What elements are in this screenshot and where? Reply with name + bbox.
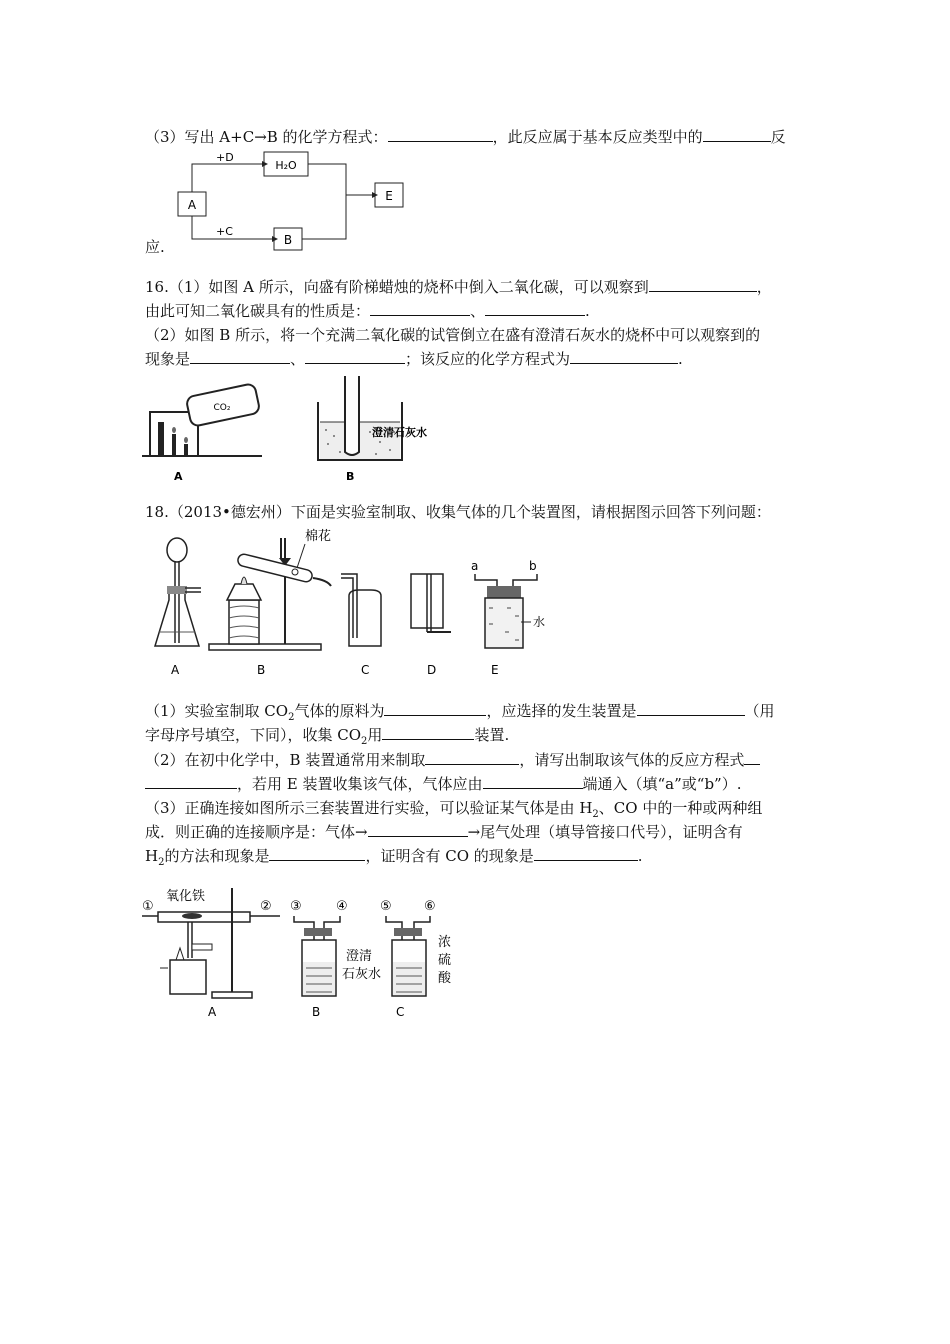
answer-blank[interactable] (425, 750, 519, 765)
label-b-port: b (529, 559, 537, 573)
answer-blank[interactable] (384, 701, 486, 716)
box-a-label: A (187, 198, 197, 212)
label-c: C (361, 663, 370, 677)
q16-line-4 (145, 349, 683, 369)
subscript: 2 (592, 809, 599, 820)
answer-blank[interactable] (145, 774, 237, 789)
q18-text: ，若用 E 装置收集该气体，气体应由 (237, 775, 483, 793)
q18-text: 、CO 中的一种或两种组 (598, 799, 763, 817)
q18-text: ，应选择的发生装置是 (486, 702, 637, 720)
q18-text: （用 (744, 702, 775, 720)
q18-text: 字母序号填空，下同），收集 CO (145, 726, 362, 744)
label-d: D (427, 663, 437, 677)
port-6: ⑥ (424, 899, 436, 914)
label-3c: C (396, 1005, 405, 1019)
answer-blank[interactable] (190, 349, 290, 364)
q16-text: 由此可知二氧化碳具有的性质是： (145, 302, 371, 320)
q16-figures (140, 372, 500, 488)
port-5: ⑤ (380, 899, 392, 914)
lime-water-label: 澄清石灰水 (372, 426, 427, 439)
q18-p2-line-1 (145, 750, 760, 770)
q15-3-text-2: ，此反应属于基本反应类型中的 (492, 128, 703, 146)
q16-text: ， (756, 278, 772, 296)
answer-blank[interactable] (703, 127, 771, 142)
q16-line-1 (145, 277, 772, 297)
q18-text: 成．则正确的连接顺序是：气体→ (145, 823, 368, 841)
apparatus-3a (142, 888, 280, 1019)
answer-blank[interactable] (483, 774, 583, 789)
q16-text: （2）如图 B 所示，将一个充满二氧化碳的试管倒立在盛有澄清石灰水的烧杯中可以观察到的 (145, 326, 761, 344)
q15-3-text-1: （3）写出 A+C→B 的化学方程式： (145, 128, 388, 146)
label-plus-c: +C (216, 225, 233, 238)
q16-text: 、 (470, 302, 486, 320)
lime-water-label-2: 石灰水 (342, 967, 382, 982)
figure-a-candles (142, 383, 262, 483)
q16-text: 、 (290, 350, 306, 368)
label-b: B (257, 663, 266, 677)
answer-blank[interactable] (269, 846, 365, 861)
port-4: ④ (336, 899, 348, 914)
q18-text: （3）正确连接如图所示三套装置进行实验，可以验证某气体是由 H (145, 799, 593, 817)
q18-p3-line-2 (145, 822, 743, 842)
lime-water-label-1: 澄清 (346, 949, 373, 964)
apparatus-b (209, 528, 331, 677)
q18-text: （1）实验室制取 CO (145, 702, 289, 720)
q15-3-text-4: 应. (145, 238, 165, 256)
apparatus-a (155, 538, 201, 677)
q18-text: →尾气处理（填导管接口代号），证明含有 (467, 823, 743, 841)
answer-blank[interactable] (637, 701, 745, 716)
acid-label-1: 浓 (438, 935, 452, 950)
q16-text: . (585, 302, 590, 320)
q18-text: 端通入（填“a”或“b”）. (582, 775, 742, 793)
q18-p3-line-1 (145, 798, 762, 825)
label-3a: A (208, 1005, 217, 1019)
apparatus-d (411, 574, 451, 677)
q18-text: H (145, 847, 159, 865)
acid-label-2: 硫 (438, 953, 452, 968)
q18-text: . (637, 847, 643, 865)
q18-header (145, 502, 771, 522)
q18-text: （2）在初中化学中，B 装置通常用来制取 (145, 751, 426, 769)
q16-text: 16.（1）如图 A 所示，向盛有阶梯蜡烛的烧杯中倒入二氧化碳，可以观察到 (145, 278, 649, 296)
iron-oxide-label: 氧化铁 (166, 889, 206, 904)
q16-line-3 (145, 325, 760, 345)
water-label: 水 (533, 615, 546, 629)
q18-text: 气体的原料为 (294, 702, 385, 720)
q16-text: ；该反应的化学方程式为 (405, 350, 571, 368)
label-a: A (171, 663, 180, 677)
label-plus-d: +D (216, 151, 234, 164)
q18-apparatus-figure (145, 528, 565, 683)
label-e: E (491, 663, 499, 677)
q18-text: 的方法和现象是 (164, 847, 270, 865)
subscript: 2 (158, 857, 165, 868)
answer-blank[interactable] (370, 301, 470, 316)
q15-3-tail (145, 237, 165, 257)
answer-blank[interactable] (305, 349, 405, 364)
port-1: ① (142, 899, 154, 914)
port-2: ② (260, 899, 272, 914)
q15-3-text-3: 反 (770, 128, 786, 146)
answer-blank[interactable] (570, 349, 678, 364)
figure-b-label: B (346, 470, 355, 483)
q18-p1-line-1 (145, 701, 775, 728)
box-b-label: B (283, 233, 293, 247)
apparatus-e (471, 559, 545, 677)
answer-blank[interactable] (534, 846, 638, 861)
q18-text: ，请写出制取该气体的反应方程式 (519, 751, 745, 769)
q18-text: 18.（2013•德宏州）下面是实验室制取、收集气体的几个装置图，请根据图示回答下列问题： (145, 503, 771, 521)
answer-blank[interactable] (744, 750, 760, 765)
q18-p2-line-2 (145, 774, 742, 794)
answer-blank[interactable] (388, 127, 493, 142)
answer-blank[interactable] (649, 277, 757, 292)
q18-3-apparatus-figure (140, 888, 480, 1023)
q18-p1-line-2 (145, 725, 509, 752)
q15-3-line (145, 127, 786, 147)
q18-p3-line-3 (145, 846, 643, 873)
answer-blank[interactable] (368, 822, 468, 837)
port-3: ③ (290, 899, 302, 914)
acid-label-3: 酸 (438, 971, 452, 986)
subscript: 2 (288, 712, 295, 723)
apparatus-3b (290, 899, 381, 1019)
answer-blank[interactable] (485, 301, 585, 316)
box-h2o-label: H₂O (275, 159, 297, 172)
q18-text: 装置. (474, 726, 510, 744)
answer-blank[interactable] (382, 725, 474, 740)
q18-text: 用 (367, 726, 383, 744)
apparatus-3c (380, 899, 452, 1019)
cotton-label: 棉花 (305, 529, 332, 544)
q16-text: . (678, 350, 683, 368)
q16-text: 现象是 (145, 350, 191, 368)
figure-b-beaker (318, 376, 427, 483)
label-a-port: a (471, 559, 479, 573)
co2-label: CO₂ (213, 403, 231, 413)
figure-a-label: A (174, 470, 183, 483)
reaction-flow-diagram (170, 148, 410, 253)
subscript: 2 (361, 736, 368, 747)
apparatus-c (341, 574, 381, 677)
q16-line-2 (145, 301, 590, 321)
box-e-label: E (385, 189, 393, 203)
label-3b: B (312, 1005, 321, 1019)
q18-text: ，证明含有 CO 的现象是 (365, 847, 534, 865)
